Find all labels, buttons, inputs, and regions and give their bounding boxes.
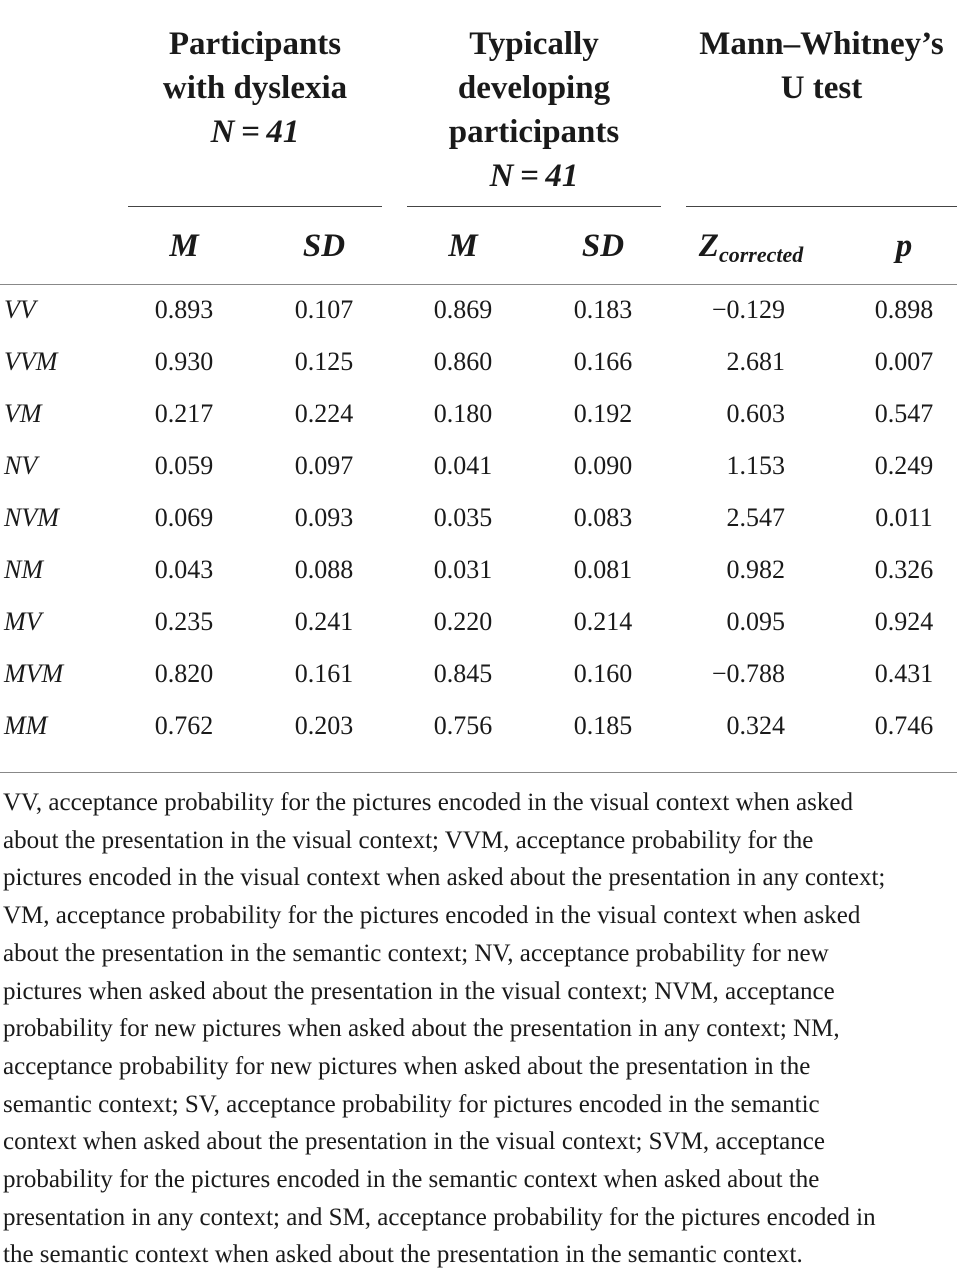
cell-z: 1.153 — [726, 451, 785, 480]
cell-p: 0.011 — [875, 503, 933, 532]
subheader-sd-dyslexia: SD — [302, 228, 346, 264]
cell-z: 0.095 — [726, 607, 785, 636]
cell-sd2: 0.083 — [573, 503, 633, 532]
group-rule-dyslexia — [128, 206, 382, 207]
group-header-line: participants — [448, 114, 620, 150]
cell-sd1: 0.161 — [294, 659, 354, 688]
subheader-z-sub: corrected — [718, 242, 804, 267]
table-row — [0, 648, 957, 700]
footnote-line: VM, acceptance probability for the pictures encoded in the visual context when asked — [3, 902, 861, 930]
cell-m2: 0.035 — [433, 503, 493, 532]
cell-p: 0.431 — [874, 659, 934, 688]
footnote-line: presentation in any context; and SM, acceptance probability for the pictures encoded in — [3, 1203, 876, 1231]
cell-sd1: 0.224 — [294, 399, 354, 428]
footnote-line: probability for the pictures encoded in the semantic context when asked about the — [3, 1166, 820, 1194]
cell-z: 0.603 — [726, 399, 785, 428]
group-header-line: Participants — [168, 26, 342, 62]
footnote-line: acceptance probability for new pictures when asked about the presentation in the — [3, 1052, 811, 1080]
cell-m2: 0.756 — [433, 711, 493, 740]
group-header-line: with dyslexia — [162, 70, 348, 106]
row-label: NVM — [4, 503, 59, 532]
cell-sd2: 0.166 — [573, 347, 633, 376]
table-row — [0, 388, 957, 440]
group-header-dyslexia — [128, 22, 382, 154]
cell-sd2: 0.185 — [573, 711, 633, 740]
cell-sd1: 0.107 — [294, 295, 354, 324]
footnote-line: semantic context; SV, acceptance probability for pictures encoded in the semantic — [3, 1090, 820, 1118]
cell-p: 0.547 — [874, 399, 934, 428]
group-header-line: U test — [780, 70, 863, 106]
table-row — [0, 492, 957, 544]
row-label: NV — [4, 451, 38, 480]
cell-p: 0.249 — [874, 451, 934, 480]
cell-sd1: 0.097 — [294, 451, 354, 480]
cell-z: 2.547 — [726, 503, 785, 532]
footnote-line: probability for new pictures when asked about the presentation in any context; NM, — [3, 1015, 840, 1043]
row-label: VV — [4, 295, 36, 324]
cell-sd1: 0.203 — [294, 711, 354, 740]
subheader-z-main: Z — [698, 228, 719, 264]
cell-m1: 0.069 — [154, 503, 214, 532]
row-label: MM — [4, 711, 48, 740]
table-row — [0, 596, 957, 648]
cell-m1: 0.043 — [154, 555, 214, 584]
cell-m2: 0.845 — [433, 659, 493, 688]
footnote-line: context when asked about the presentation in the visual context; SVM, acceptance — [3, 1128, 825, 1156]
cell-m1: 0.893 — [154, 295, 214, 324]
row-label: NM — [4, 555, 43, 584]
subheader-p: p — [895, 228, 913, 264]
cell-sd2: 0.214 — [573, 607, 633, 636]
row-label: MVM — [4, 659, 64, 688]
subheader-m-dyslexia: M — [169, 228, 199, 264]
group-header-n: N = 41 — [489, 158, 579, 194]
footnote-line: pictures encoded in the visual context when asked about the presentation in any context; — [3, 864, 886, 892]
cell-sd2: 0.090 — [573, 451, 633, 480]
group-header-mann-whitney — [686, 22, 957, 110]
table-row — [0, 336, 957, 388]
table-row — [0, 700, 957, 752]
group-rule-mann-whitney — [686, 206, 957, 207]
cell-p: 0.898 — [874, 295, 934, 324]
cell-z: 0.982 — [726, 555, 785, 584]
cell-sd2: 0.081 — [573, 555, 633, 584]
cell-sd2: 0.183 — [573, 295, 633, 324]
cell-m1: 0.217 — [154, 399, 214, 428]
cell-z: −0.788 — [711, 659, 785, 688]
subheader-sd-typical: SD — [581, 228, 625, 264]
cell-m1: 0.820 — [154, 659, 214, 688]
cell-sd1: 0.125 — [294, 347, 354, 376]
cell-m1: 0.762 — [154, 711, 214, 740]
row-label: MV — [4, 607, 42, 636]
group-header-typical — [407, 22, 661, 198]
cell-m2: 0.041 — [433, 451, 493, 480]
table-row — [0, 544, 957, 596]
subheader-m-typical: M — [448, 228, 478, 264]
cell-sd1: 0.241 — [294, 607, 354, 636]
cell-p: 0.924 — [874, 607, 934, 636]
group-header-line: Mann–Whitney’s — [699, 26, 944, 62]
footnote-line: pictures when asked about the presentation in the visual context; NVM, acceptance — [3, 977, 835, 1005]
group-header-n: N = 41 — [210, 114, 300, 150]
cell-m2: 0.180 — [433, 399, 493, 428]
cell-sd1: 0.088 — [294, 555, 354, 584]
footnote-line: VV, acceptance probability for the pictures encoded in the visual context when asked — [3, 789, 853, 816]
footnote-line: the semantic context when asked about the presentation in the semantic context. — [3, 1241, 803, 1269]
cell-m1: 0.930 — [154, 347, 214, 376]
cell-m2: 0.869 — [433, 295, 493, 324]
row-label: VVM — [4, 347, 58, 376]
cell-m2: 0.860 — [433, 347, 493, 376]
cell-z: 0.324 — [726, 711, 785, 740]
cell-p: 0.746 — [874, 711, 934, 740]
cell-m1: 0.059 — [154, 451, 214, 480]
cell-sd2: 0.192 — [573, 399, 633, 428]
table-row — [0, 284, 957, 336]
cell-m2: 0.220 — [433, 607, 493, 636]
cell-z: 2.681 — [726, 347, 785, 376]
cell-p: 0.007 — [874, 347, 934, 376]
group-rule-typical — [407, 206, 661, 207]
cell-m1: 0.235 — [154, 607, 214, 636]
cell-sd1: 0.093 — [294, 503, 354, 532]
footnote-line: about the presentation in the semantic context; NV, acceptance probability for new — [3, 939, 829, 967]
group-header-line: Typically — [469, 26, 599, 62]
table-row — [0, 440, 957, 492]
group-header-line: developing — [457, 70, 611, 106]
row-label: VM — [4, 399, 42, 428]
subheader-z-corrected — [686, 226, 816, 275]
cell-p: 0.326 — [874, 555, 934, 584]
cell-m2: 0.031 — [433, 555, 493, 584]
footnote-line: about the presentation in the visual context; VVM, acceptance probability for the — [3, 826, 814, 854]
table-footnote — [3, 784, 953, 1274]
cell-sd2: 0.160 — [573, 659, 633, 688]
table-bottom-rule — [0, 772, 957, 773]
cell-z: −0.129 — [711, 295, 785, 324]
